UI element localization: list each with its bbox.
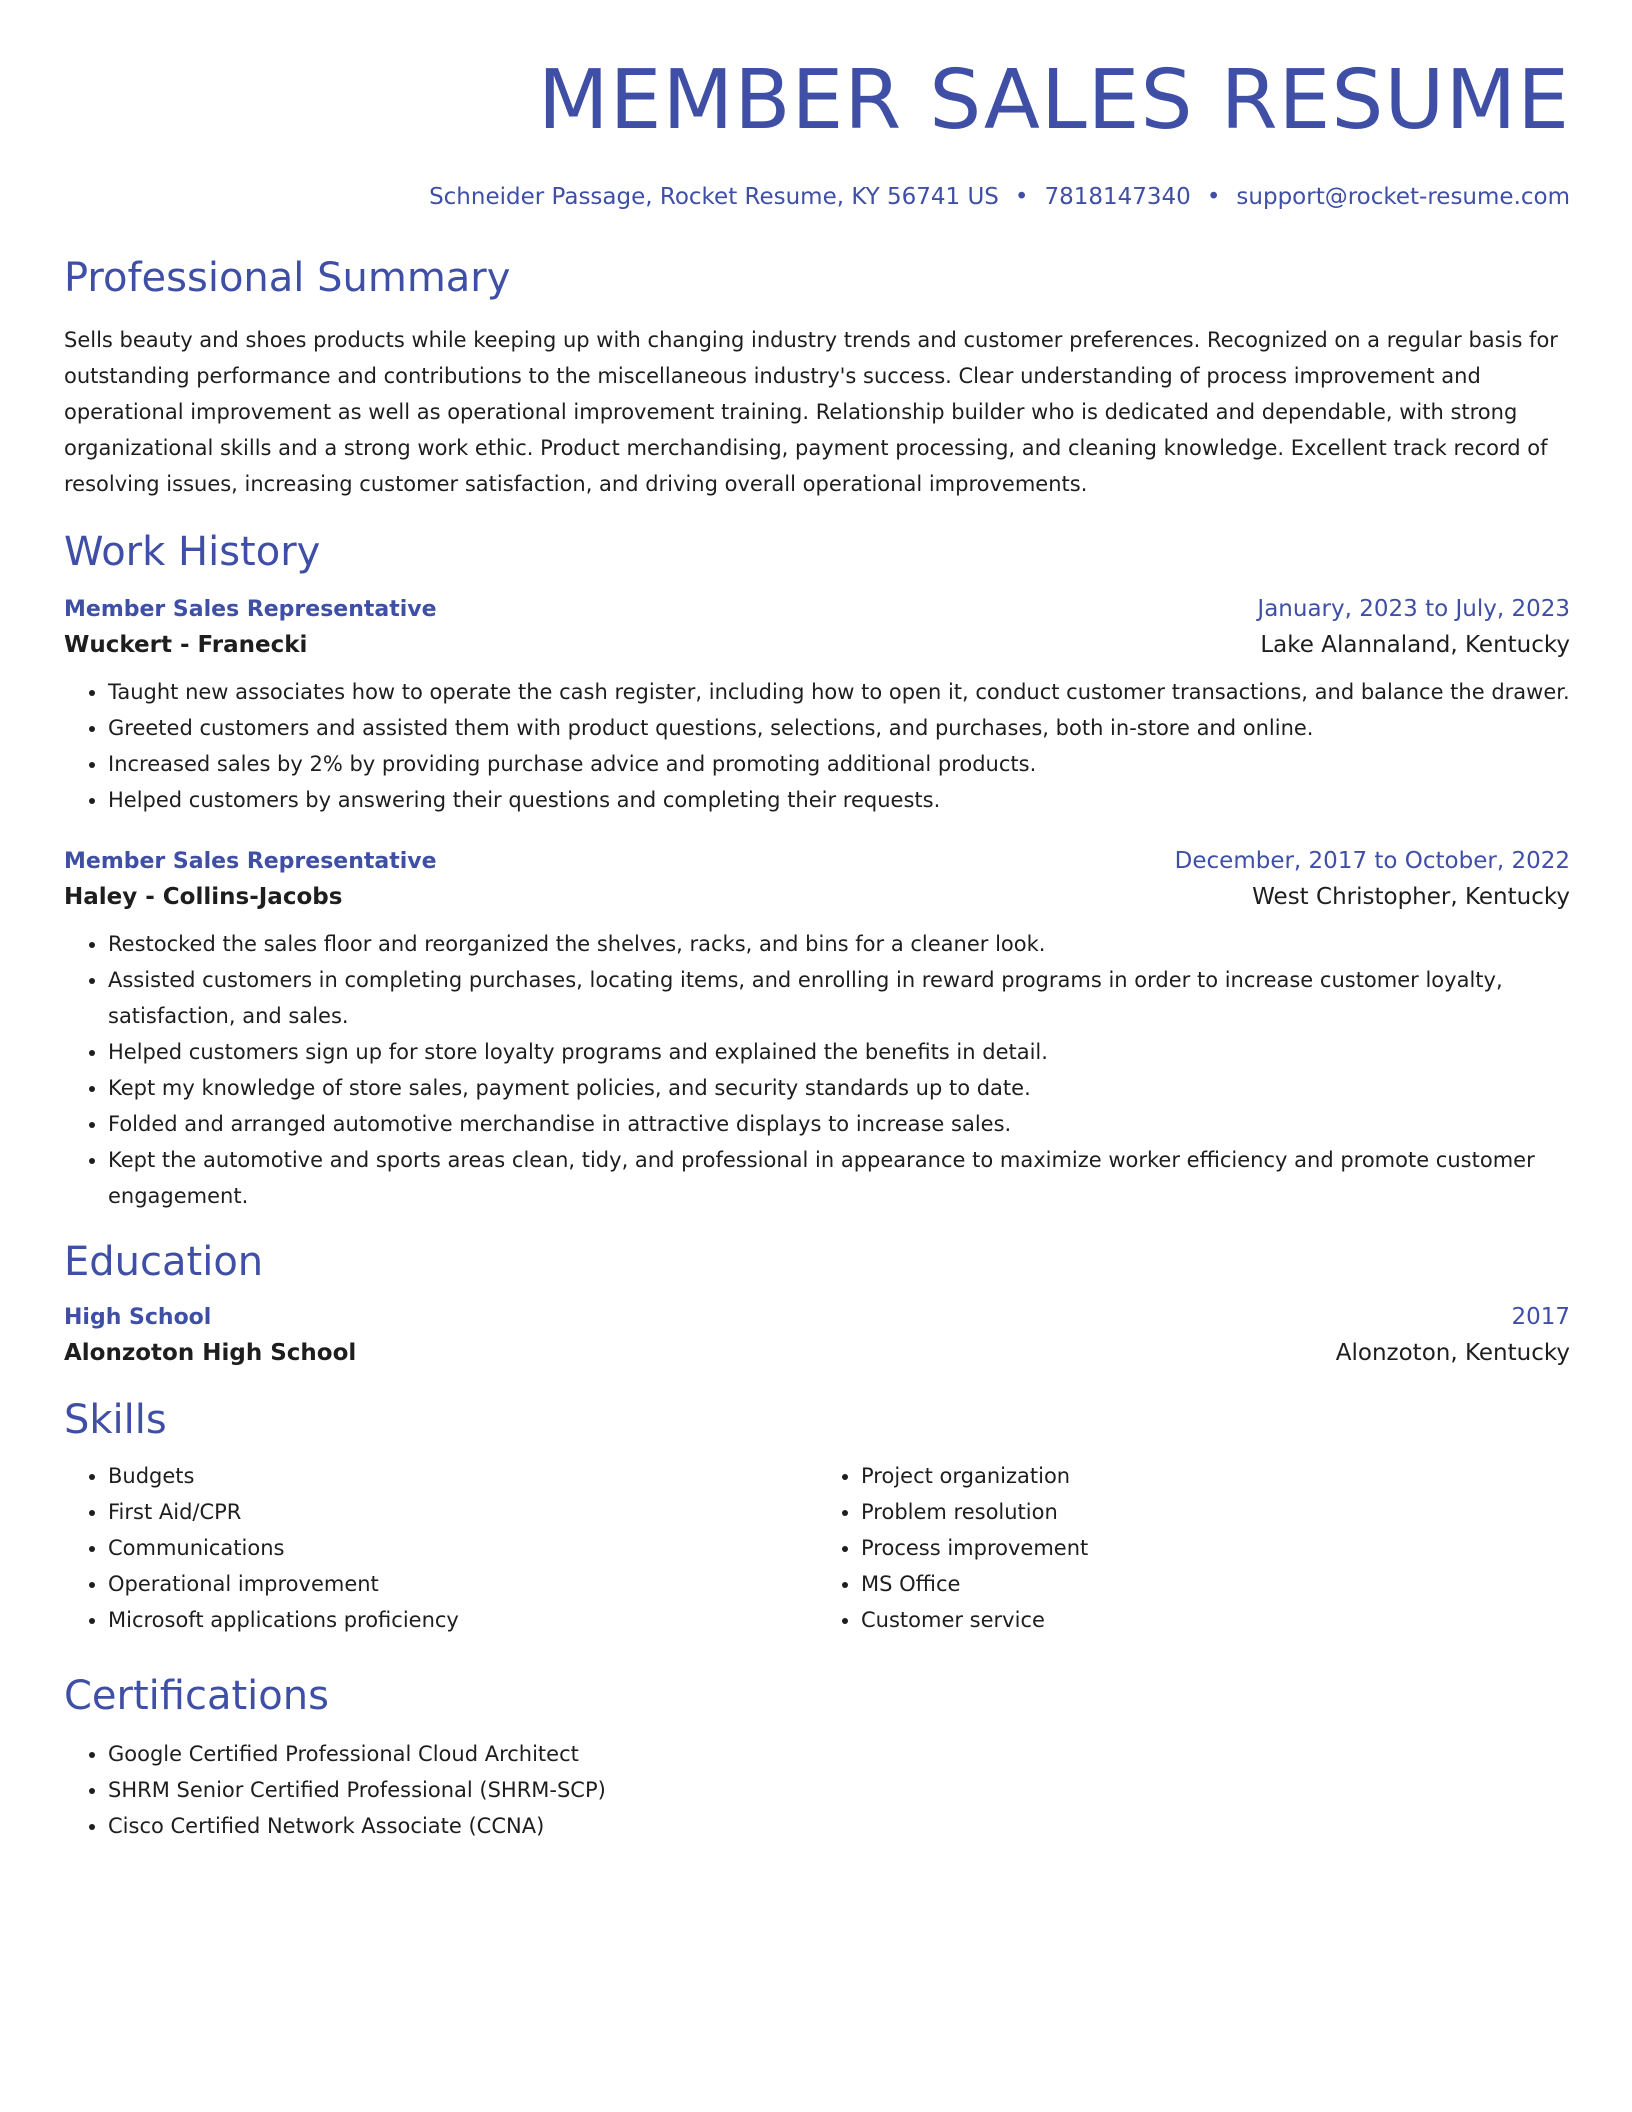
section-title-work-history: Work History [64, 529, 321, 575]
list-item: • Project organization [861, 1458, 1570, 1494]
education-year: 2017 [1511, 1304, 1570, 1330]
contact-line [64, 184, 1570, 210]
list-item: • Cisco Certified Network Associate (CCNA) [108, 1808, 1570, 1844]
list-item: • Problem resolution [861, 1494, 1570, 1530]
job-employer: Haley - Collins-Jacobs [64, 884, 343, 910]
contact-separator: • [1206, 184, 1221, 210]
job-entry [64, 848, 1570, 1214]
list-item: • Kept my knowledge of store sales, payment policies, and security standards up to date. [108, 1070, 1570, 1106]
job-dates: December, 2017 to October, 2022 [1174, 848, 1570, 874]
list-item: • Taught new associates how to operate the cash register, including how to open it, conduct customer transactions, and balance the drawer. [108, 674, 1570, 710]
job-employer-row [64, 632, 1570, 658]
contact-phone: 7818147340 [1044, 184, 1191, 210]
section-title-summary: Professional Summary [64, 255, 511, 301]
list-item: • Operational improvement [108, 1566, 817, 1602]
job-employer: Wuckert - Franecki [64, 632, 308, 658]
skills-list-right [817, 1458, 1570, 1638]
job-entry [64, 596, 1570, 818]
education-header-row [64, 1304, 1570, 1330]
education-school-row [64, 1340, 1570, 1366]
job-header-row [64, 596, 1570, 622]
list-item: • Kept the automotive and sports areas clean, tidy, and professional in appearance to maximize worker efficiency and promote customer engagement. [108, 1142, 1570, 1214]
job-location: West Christopher, Kentucky [1252, 884, 1570, 910]
section-title-skills: Skills [64, 1397, 167, 1443]
certifications-list [64, 1736, 1570, 1844]
list-item: • Process improvement [861, 1530, 1570, 1566]
education-location: Alonzoton, Kentucky [1335, 1340, 1570, 1366]
contact-address: Schneider Passage, Rocket Resume, KY 56741 US [429, 184, 999, 210]
list-item: • First Aid/CPR [108, 1494, 817, 1530]
list-item: • Customer service [861, 1602, 1570, 1638]
list-item: • MS Office [861, 1566, 1570, 1602]
skills-columns [64, 1458, 1570, 1638]
education-entry [64, 1304, 1570, 1366]
education-degree: High School [64, 1305, 212, 1330]
job-employer-row [64, 884, 1570, 910]
list-item: • Microsoft applications proficiency [108, 1602, 817, 1638]
list-item: • Restocked the sales floor and reorganized the shelves, racks, and bins for a cleaner look. [108, 926, 1570, 962]
list-item: • Helped customers by answering their questions and completing their requests. [108, 782, 1570, 818]
resume-header [64, 53, 1570, 210]
list-item: • Greeted customers and assisted them with product questions, selections, and purchases, both in-store and online. [108, 710, 1570, 746]
list-item: • Assisted customers in completing purchases, locating items, and enrolling in reward programs in order to increase customer loyalty, satisfaction, and sales. [108, 962, 1570, 1034]
job-title: Member Sales Representative [64, 597, 437, 622]
summary-text: Sells beauty and shoes products while keeping up with changing industry trends and customer preferences. Recognized on a regular basis for outstanding performance and contributions to the miscellaneous industry's success. Clear understanding of process improvement and operational improvement as well as operational improvement training. Relationship builder who is dedicated and dependable, with strong organizational skills and a strong work ethic. Product merchandising, payment processing, and cleaning knowledge. Excellent track record of resolving issues, increasing customer satisfaction, and driving overall operational improvements. [64, 328, 1558, 496]
list-item: • Folded and arranged automotive merchandise in attractive displays to increase sales. [108, 1106, 1570, 1142]
list-item: • SHRM Senior Certified Professional (SHRM-SCP) [108, 1772, 1570, 1808]
resume-name: MEMBER SALES RESUME [537, 53, 1570, 148]
job-title: Member Sales Representative [64, 849, 437, 874]
list-item: • Google Certified Professional Cloud Architect [108, 1736, 1570, 1772]
list-item: • Budgets [108, 1458, 817, 1494]
section-title-certifications: Certifications [64, 1673, 329, 1719]
job-header-row [64, 848, 1570, 874]
job-location: Lake Alannaland, Kentucky [1260, 632, 1570, 658]
education-school: Alonzoton High School [64, 1340, 357, 1366]
job-bullets [64, 674, 1570, 818]
contact-email: support@rocket-resume.com [1236, 184, 1570, 210]
job-dates: January, 2023 to July, 2023 [1257, 596, 1570, 622]
job-bullets [64, 926, 1570, 1214]
contact-separator: • [1014, 184, 1029, 210]
list-item: • Increased sales by 2% by providing purchase advice and promoting additional products. [108, 746, 1570, 782]
list-item: • Helped customers sign up for store loyalty programs and explained the benefits in detail. [108, 1034, 1570, 1070]
list-item: • Communications [108, 1530, 817, 1566]
skills-list-left [64, 1458, 817, 1638]
section-title-education: Education [64, 1239, 264, 1285]
